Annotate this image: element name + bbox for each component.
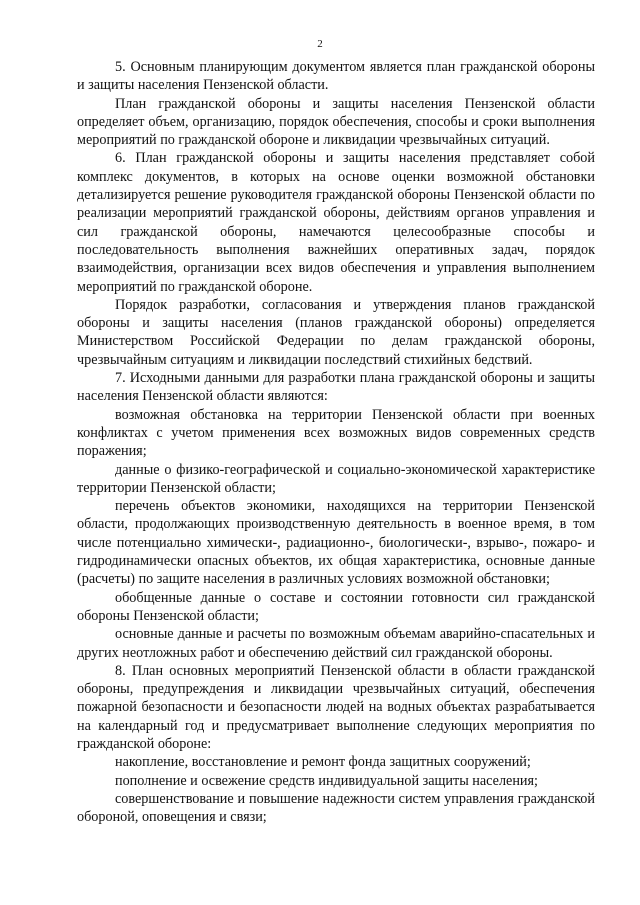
paragraph-7: 7. Исходными данными для разработки плана гражданской обороны и защиты населения Пензенской области являются: <box>77 370 595 405</box>
list-item-forces-readiness: обобщенные данные о составе и состоянии готовности сил гражданской обороны Пензенской области; <box>77 589 595 624</box>
list-item-rescue-works: основные данные и расчеты по возможным объемам аварийно-спасательных и других неотложных работ и обеспечению действий сил гражданской обороны. <box>77 626 595 661</box>
page-number: 2 <box>317 38 323 50</box>
list-item-economic-objects: перечень объектов экономики, находящихся на территории Пензенской области, продолжающих производственную деятельность в военное время, в том числе потенциально химически-, радиационно-, биологически-, взрыво-, пожаро- и гидродинамически опасных объектов, их общая характеристика, основные данные (расчеты) по защите населения в различных условиях возможной обстановки; <box>77 498 595 588</box>
paragraph-plan-defines: План гражданской обороны и защиты населения Пензенской области определяет объем, организацию, порядок обеспечения, способы и сроки выполнения мероприятий по гражданской обороне и ликвидации чрезвычайных ситуаций. <box>77 95 595 149</box>
list-item-shelters: накопление, восстановление и ремонт фонда защитных сооружений; <box>115 754 531 771</box>
document-body <box>77 58 595 826</box>
list-item-control-systems: совершенствование и повышение надежности систем управления гражданской обороной, оповещения и связи; <box>77 790 595 826</box>
paragraph-procedure: Порядок разработки, согласования и утверждения планов гражданской обороны и защиты населения (планов гражданской обороны) определяется Министерством Российской Федерации по делам гражданской обороны, чрезвычайным ситуациям и ликвидации последствий стихийных бедствий. <box>77 296 595 368</box>
list-item-situation: возможная обстановка на территории Пензенской области при военных конфликтах с учетом применения всех возможных видов современных средств поражения; <box>77 406 595 460</box>
list-item-protection-means: пополнение и освежение средств индивидуальной защиты населения; <box>115 772 538 789</box>
paragraph-8: 8. План основных мероприятий Пензенской области в области гражданской обороны, предупреждения и ликвидации чрезвычайных ситуаций, обеспечения пожарной безопасности и безопасности людей на водных объектах разрабатывается на календарный год и предусматривает выполнение следующих мероприятия по гражданской обороне: <box>77 662 595 752</box>
paragraph-6: 6. План гражданской обороны и защиты населения представляет собой комплекс документов, в которых на основе оценки возможной обстановки детализируется решение руководителя гражданской обороны Пензенской области по реализации мероприятий гражданской обороны, действиям органов управления и сил гражданской обороны, намечаются целесообразные способы и последовательность выполнения важнейших оперативных задач, порядок взаимодействия, организации всех видов обеспечения и управления выполнением мероприятий по гражданской обороне. <box>77 150 595 295</box>
list-item-geographic-data: данные о физико-географической и социально-экономической характеристике территории Пензенской области; <box>77 461 595 496</box>
paragraph-5: 5. Основным планирующим документом является план гражданской обороны и защиты населения Пензенской области. <box>77 59 595 94</box>
